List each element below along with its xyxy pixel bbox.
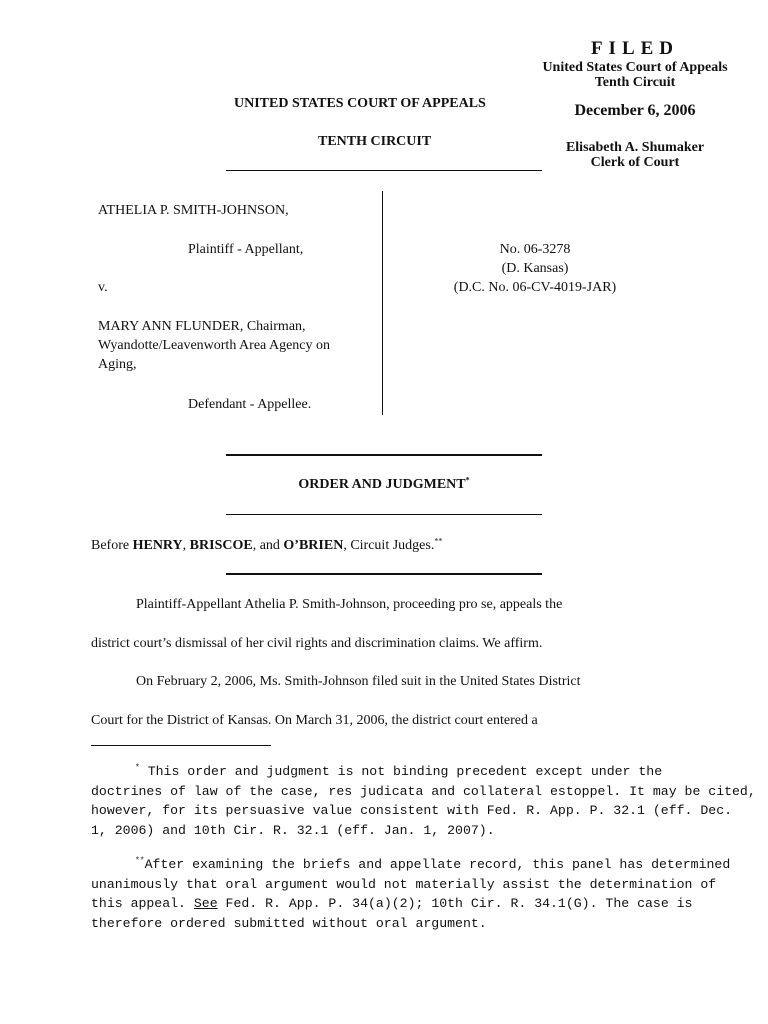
title-bottom-rule [226,514,542,515]
footnote-1-marker: * [135,763,140,773]
plaintiff-role: Plaintiff - Appellant, [188,242,304,257]
footnote-ref-1: * [465,475,470,485]
district: (D. Kansas) [501,261,569,276]
footnote-separator [91,745,271,746]
footnote-1-line-4: 1, 2006) and 10th Cir. R. 32.1 (eff. Jan. 1, 2007). [91,822,495,838]
body-line-3: On February 2, 2006, Ms. Smith-Johnson filed suit in the United States District [136,674,581,689]
body-line-1: Plaintiff-Appellant Athelia P. Smith-Johnson, proceeding pro se, appeals the [136,597,563,612]
clerk-block [545,140,725,170]
see-signal: See [193,896,218,911]
document-title-text: ORDER AND JUDGMENT [298,477,466,492]
footnote-2-line-4: therefore ordered submitted without oral argument. [91,915,487,931]
footnote-2-line-3-b: Fed. R. App. P. 34(a)(2); 10th Cir. R. 34.1(G). The case is [217,896,693,911]
panel-rule [226,573,542,575]
footnote-2-line-3-a: this appeal. [91,896,194,911]
filed-date: December 6, 2006 [574,102,696,119]
footnote-1-line-1: This order and judgment is not binding precedent except under the [139,764,663,779]
defendant-line-1: MARY ANN FLUNDER, Chairman, [98,319,306,334]
defendant-line-2: Wyandotte/Leavenworth Area Agency on [98,338,331,353]
court-circuit-heading: TENTH CIRCUIT [318,134,432,149]
clerk-name: Elisabeth A. Shumaker [565,140,705,155]
filed-label: FILED [590,38,680,59]
panel-line [91,538,442,554]
dc-case-number: (D.C. No. 06-CV-4019-JAR) [453,280,617,295]
filed-circuit-name: Tenth Circuit [594,75,676,90]
panel-sep-2: , and [252,538,284,553]
defendant-line-3: Aging, [98,357,137,372]
judge-obrien: O’BRIEN [283,538,344,553]
footnote-2-line-2: unanimously that oral argument would not materially assist the determination of [91,876,717,892]
footnote-1 [91,762,756,840]
clerk-title: Clerk of Court [590,155,680,170]
judge-henry: HENRY [132,538,183,553]
footnote-2-marker: ** [135,856,145,866]
panel-suffix: , Circuit Judges. [343,538,435,553]
footnote-ref-2: ** [434,536,443,546]
footnote-1-line-3: however, for its persuasive value consistent with Fed. R. App. P. 32.1 (eff. Dec. [91,803,733,818]
court-name-heading: UNITED STATES COURT OF APPEALS [234,96,486,111]
header-rule [226,170,542,171]
footnote-2-line-1: After examining the briefs and appellate record, this panel has determined [144,857,731,872]
document-title [226,477,542,493]
footnote-2 [91,855,731,933]
footnote-1-line-2: doctrines of law of the case, res judicata and collateral estoppel. It may be cited, [91,783,756,799]
filed-stamp [525,38,745,90]
caption-divider [382,191,383,415]
panel-sep-1: , [182,538,190,553]
judge-briscoe: BRISCOE [189,538,253,553]
filed-court-name: United States Court of Appeals [542,60,728,75]
plaintiff-name: ATHELIA P. SMITH-JOHNSON, [98,203,289,218]
title-top-rule [226,454,542,456]
defendant-role: Defendant - Appellee. [188,397,312,412]
versus: v. [98,280,108,295]
footnote-2-line-3 [91,894,691,914]
case-number: No. 06-3278 [499,242,571,257]
body-line-4: Court for the District of Kansas. On March 31, 2006, the district court entered a [91,713,538,728]
body-line-2: district court’s dismissal of her civil rights and discrimination claims. We affirm. [91,636,543,651]
panel-before: Before [91,538,133,553]
